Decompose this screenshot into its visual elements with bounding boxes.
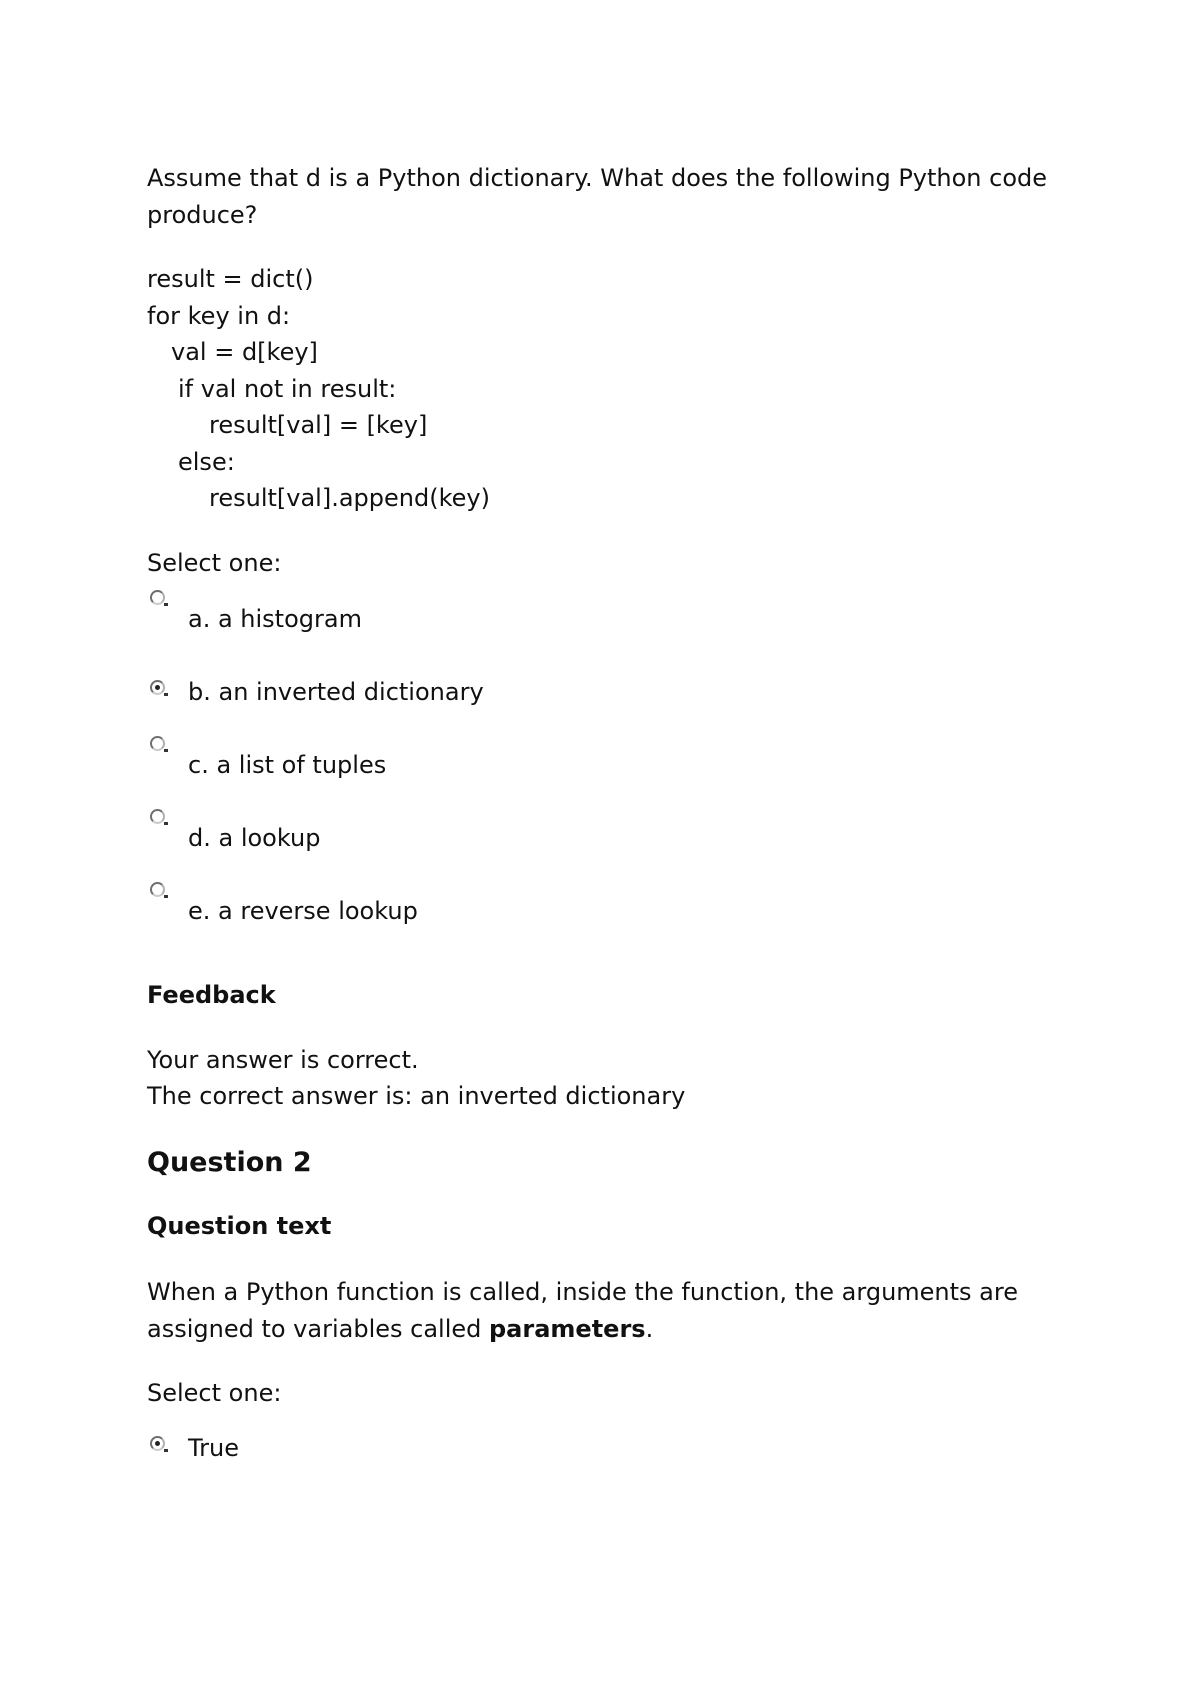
feedback-heading: Feedback: [147, 981, 276, 1009]
option-e-radio[interactable]: [150, 882, 165, 897]
feedback-result: Your answer is correct.: [147, 1046, 419, 1074]
code-line: for key in d:: [147, 302, 291, 330]
question2-keyword: parameters: [489, 1315, 646, 1343]
option-true-radio[interactable]: [150, 1436, 165, 1451]
option-c-label[interactable]: c. a list of tuples: [188, 751, 387, 779]
question2-select-label: Select one:: [147, 1379, 282, 1407]
question2-prompt-text: assigned to variables called: [147, 1315, 489, 1343]
question2-prompt-line1: When a Python function is called, inside the function, the arguments are: [147, 1278, 1018, 1306]
question2-heading: Question 2: [147, 1147, 312, 1178]
option-b-label[interactable]: b. an inverted dictionary: [188, 678, 484, 706]
code-line: result[val].append(key): [209, 484, 490, 512]
code-line: if val not in result:: [178, 375, 397, 403]
option-a-radio[interactable]: [150, 590, 165, 605]
code-line: result[val] = [key]: [209, 411, 428, 439]
question1-prompt-line2: produce?: [147, 201, 258, 229]
code-line: else:: [178, 448, 235, 476]
option-true-label[interactable]: True: [188, 1434, 239, 1462]
question2-subheading: Question text: [147, 1212, 332, 1240]
question1-prompt-line1: Assume that d is a Python dictionary. What does the following Python code: [147, 164, 1048, 192]
code-line: val = d[key]: [171, 338, 318, 366]
option-d-radio[interactable]: [150, 809, 165, 824]
question2-prompt-line2: [147, 1317, 653, 1341]
question1-select-label: Select one:: [147, 549, 282, 577]
feedback-correct-answer: The correct answer is: an inverted dictionary: [147, 1082, 686, 1110]
question2-punctuation: .: [645, 1315, 654, 1343]
option-a-label[interactable]: a. a histogram: [188, 605, 362, 633]
option-b-radio[interactable]: [150, 680, 165, 695]
code-line: result = dict(): [147, 265, 314, 293]
option-d-label[interactable]: d. a lookup: [188, 824, 321, 852]
option-e-label[interactable]: e. a reverse lookup: [188, 897, 418, 925]
option-c-radio[interactable]: [150, 736, 165, 751]
